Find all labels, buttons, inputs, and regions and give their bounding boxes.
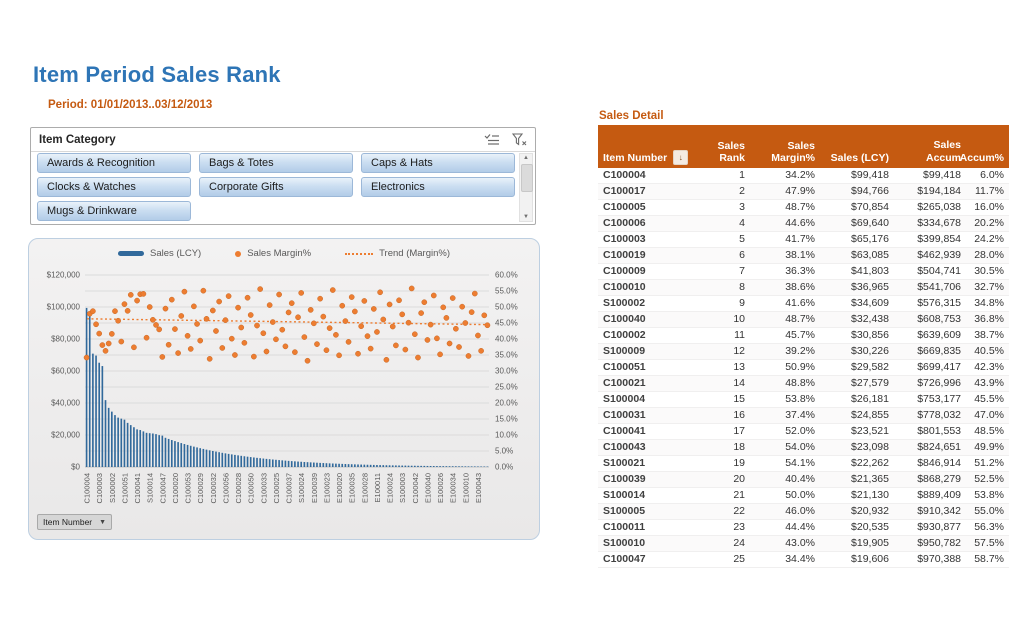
table-cell: 48.7% [750, 312, 820, 328]
table-cell: 43.0% [750, 536, 820, 552]
page-title: Item Period Sales Rank [33, 62, 281, 87]
table-cell: 28.0% [966, 248, 1009, 264]
table-cell: 21 [702, 488, 750, 504]
table-cell: C100021 [598, 376, 702, 392]
table-row [598, 232, 1009, 248]
table-cell: 38.6% [750, 280, 820, 296]
table-row [598, 520, 1009, 536]
table-cell: 47.0% [966, 408, 1009, 424]
table-cell: C100011 [598, 520, 702, 536]
svg-text:E100023: E100023 [322, 473, 332, 504]
table-cell: $726,996 [894, 376, 966, 392]
table-cell: 19 [702, 456, 750, 472]
table-cell: $868,279 [894, 472, 966, 488]
svg-text:40.0%: 40.0% [495, 334, 518, 344]
scroll-up-icon[interactable]: ▲ [523, 155, 529, 161]
gridlines [85, 275, 489, 467]
table-cell: 6.0% [966, 168, 1009, 184]
table-row [598, 312, 1009, 328]
svg-text:$120,000: $120,000 [46, 270, 80, 280]
table-cell: 24 [702, 536, 750, 552]
table-cell: 36.3% [750, 264, 820, 280]
table-cell: S100021 [598, 456, 702, 472]
table-cell: 57.5% [966, 536, 1009, 552]
left-axis-labels [47, 271, 81, 472]
svg-text:50.0%: 50.0% [495, 302, 518, 312]
sales-margin-swatch-icon [235, 251, 241, 257]
table-row [598, 168, 1009, 184]
table-cell: $334,678 [894, 216, 966, 232]
table-cell: 43.9% [966, 376, 1009, 392]
table-cell: 38.1% [750, 248, 820, 264]
table-row [598, 536, 1009, 552]
table-cell: $19,905 [820, 536, 894, 552]
column-header-accum: Accum% [966, 125, 1009, 168]
table-cell: $950,782 [894, 536, 966, 552]
table-cell: 7 [702, 264, 750, 280]
table-cell: 20.2% [966, 216, 1009, 232]
table-cell: 13 [702, 360, 750, 376]
table-cell: $970,388 [894, 552, 966, 568]
table-cell: 49.9% [966, 440, 1009, 456]
table-cell: 39.2% [750, 344, 820, 360]
svg-text:S100003: S100003 [398, 473, 408, 504]
column-header-sales-accum: Sales Accum [894, 125, 966, 168]
slicer-item-electronics[interactable]: Electronics [361, 177, 515, 197]
table-row [598, 360, 1009, 376]
svg-text:C100020: C100020 [171, 473, 180, 504]
table-cell: 11.7% [966, 184, 1009, 200]
table-cell: $30,226 [820, 344, 894, 360]
svg-text:10.0%: 10.0% [495, 430, 518, 440]
svg-text:5.0%: 5.0% [495, 446, 514, 456]
table-cell: 14 [702, 376, 750, 392]
scroll-down-icon[interactable]: ▼ [523, 214, 529, 220]
slicer-item-mugs-drinkware[interactable]: Mugs & Drinkware [37, 201, 191, 221]
table-cell: $753,177 [894, 392, 966, 408]
svg-text:C100003: C100003 [95, 473, 105, 504]
item-category-slicer [30, 127, 536, 225]
svg-text:E100010: E100010 [461, 473, 471, 504]
table-cell: $930,877 [894, 520, 966, 536]
table-cell: $910,342 [894, 504, 966, 520]
svg-text:E100024: E100024 [385, 473, 395, 504]
table-cell: 44.6% [750, 216, 820, 232]
table-cell: $19,606 [820, 552, 894, 568]
table-row [598, 280, 1009, 296]
table-cell: $778,032 [894, 408, 966, 424]
table-cell: C100009 [598, 264, 702, 280]
table-cell: $541,706 [894, 280, 966, 296]
margin-dots [84, 286, 490, 364]
table-cell: 30.5% [966, 264, 1009, 280]
table-cell: 42.3% [966, 360, 1009, 376]
svg-text:60.0%: 60.0% [495, 270, 518, 280]
svg-text:0.0%: 0.0% [495, 462, 514, 472]
table-cell: 16.0% [966, 200, 1009, 216]
table-row [598, 328, 1009, 344]
table-cell: C100031 [598, 408, 702, 424]
column-header-sales-lcy: Sales (LCY) [820, 125, 894, 168]
table-cell: 56.3% [966, 520, 1009, 536]
svg-text:C100028: C100028 [234, 473, 244, 504]
slicer-item-caps-hats[interactable]: Caps & Hats [361, 153, 515, 173]
svg-text:$80,000: $80,000 [51, 334, 80, 344]
table-cell: 48.5% [966, 424, 1009, 440]
sales-detail-table [598, 125, 1009, 568]
table-cell: C100005 [598, 200, 702, 216]
svg-text:E100011: E100011 [373, 473, 382, 503]
table-cell: $99,418 [894, 168, 966, 184]
svg-text:C100037: C100037 [284, 473, 294, 504]
right-axis-labels [495, 271, 518, 472]
table-cell: $20,932 [820, 504, 894, 520]
table-cell: 22 [702, 504, 750, 520]
table-title: Sales Detail [599, 110, 664, 122]
table-cell: $462,939 [894, 248, 966, 264]
svg-text:15.0%: 15.0% [495, 414, 518, 424]
table-cell: 2 [702, 184, 750, 200]
table-cell: 32.7% [966, 280, 1009, 296]
table-cell: 45.7% [750, 328, 820, 344]
table-row [598, 344, 1009, 360]
table-cell: 45.5% [966, 392, 1009, 408]
svg-text:E100028: E100028 [360, 473, 370, 504]
table-cell: 52.5% [966, 472, 1009, 488]
svg-text:$40,000: $40,000 [51, 398, 80, 408]
table-cell: C100051 [598, 360, 702, 376]
table-cell: 20 [702, 472, 750, 488]
sales-rank-chart-card [28, 238, 540, 540]
table-cell: 11 [702, 328, 750, 344]
svg-text:55.0%: 55.0% [495, 286, 518, 296]
table-cell: $34,609 [820, 296, 894, 312]
table-cell: S100005 [598, 504, 702, 520]
x-axis-labels [83, 473, 483, 503]
table-cell: 44.4% [750, 520, 820, 536]
item-number-field-button[interactable] [37, 514, 112, 530]
table-cell: $99,418 [820, 168, 894, 184]
table-cell: $70,854 [820, 200, 894, 216]
svg-text:C100025: C100025 [272, 473, 281, 504]
table-cell: $669,835 [894, 344, 966, 360]
table-cell: 58.7% [966, 552, 1009, 568]
slicer-scrollbar[interactable] [519, 153, 533, 222]
svg-text:S100002: S100002 [107, 473, 117, 504]
table-cell: 50.9% [750, 360, 820, 376]
slicer-header [31, 128, 535, 152]
table-cell: 5 [702, 232, 750, 248]
table-cell: $23,098 [820, 440, 894, 456]
svg-text:35.0%: 35.0% [495, 350, 518, 360]
table-cell: 16 [702, 408, 750, 424]
sales-lcy-swatch-icon [118, 251, 144, 256]
table-cell: 1 [702, 168, 750, 184]
svg-text:C100032: C100032 [208, 473, 218, 504]
slicer-item-awards-recognition[interactable]: Awards & Recognition [37, 153, 191, 173]
table-cell: 17 [702, 424, 750, 440]
table-row [598, 376, 1009, 392]
table-cell: $32,438 [820, 312, 894, 328]
table-cell: C100040 [598, 312, 702, 328]
table-cell: $63,085 [820, 248, 894, 264]
table-cell: $21,130 [820, 488, 894, 504]
svg-text:S100024: S100024 [297, 473, 307, 504]
table-cell: 40.5% [966, 344, 1009, 360]
table-cell: $24,855 [820, 408, 894, 424]
svg-text:25.0%: 25.0% [495, 382, 518, 392]
table-cell: $889,409 [894, 488, 966, 504]
trend-margin-swatch-icon [345, 253, 373, 255]
dropdown-caret-icon: ▼ [99, 518, 107, 526]
svg-text:C100047: C100047 [158, 473, 168, 504]
table-row [598, 296, 1009, 312]
table-row [598, 216, 1009, 232]
table-cell: 54.0% [750, 440, 820, 456]
table-cell: 48.7% [750, 200, 820, 216]
slicer-item-corporate-gifts[interactable]: Corporate Gifts [199, 177, 353, 197]
table-cell: $29,582 [820, 360, 894, 376]
column-header-margin: Sales Margin% [750, 125, 820, 168]
table-cell: 53.8% [966, 488, 1009, 504]
table-cell: 12 [702, 344, 750, 360]
table-cell: $399,854 [894, 232, 966, 248]
period-label: Period: 01/01/2013..03/12/2013 [48, 99, 213, 111]
svg-text:C100051: C100051 [120, 473, 130, 504]
table-cell: $27,579 [820, 376, 894, 392]
table-cell: $94,766 [820, 184, 894, 200]
table-cell: 48.8% [750, 376, 820, 392]
svg-text:C100033: C100033 [259, 473, 269, 504]
multi-select-icon[interactable] [484, 133, 500, 146]
column-header-item-number: Item Number ↓ [598, 125, 702, 168]
table-cell: $639,609 [894, 328, 966, 344]
legend-item-trend-margin [345, 248, 450, 259]
svg-text:C100042: C100042 [410, 473, 420, 504]
svg-text:C100029: C100029 [196, 473, 206, 504]
table-row [598, 552, 1009, 568]
table-cell: C100047 [598, 552, 702, 568]
table-cell: $20,535 [820, 520, 894, 536]
svg-text:S100014: S100014 [145, 473, 155, 504]
table-cell: C100002 [598, 328, 702, 344]
table-cell: 41.7% [750, 232, 820, 248]
legend-label: Trend (Margin%) [379, 248, 451, 259]
svg-text:E100020: E100020 [335, 473, 345, 504]
table-cell: 51.2% [966, 456, 1009, 472]
table-cell: 8 [702, 280, 750, 296]
legend-item-sales-margin [235, 248, 311, 259]
table-cell: $608,753 [894, 312, 966, 328]
svg-text:20.0%: 20.0% [495, 398, 518, 408]
table-cell: $26,181 [820, 392, 894, 408]
svg-text:$0: $0 [71, 462, 80, 472]
table-cell: S100004 [598, 392, 702, 408]
chart-legend [29, 248, 539, 259]
table-cell: $36,965 [820, 280, 894, 296]
table-cell: 4 [702, 216, 750, 232]
table-cell: 53.8% [750, 392, 820, 408]
table-cell: 34.8% [966, 296, 1009, 312]
svg-text:$20,000: $20,000 [51, 430, 80, 440]
svg-text:$60,000: $60,000 [51, 366, 80, 376]
svg-text:C100056: C100056 [221, 473, 231, 504]
svg-text:C100041: C100041 [133, 473, 143, 504]
table-cell: 23 [702, 520, 750, 536]
svg-text:E100035: E100035 [347, 473, 357, 504]
table-cell: $265,038 [894, 200, 966, 216]
table-cell: 9 [702, 296, 750, 312]
table-cell: $801,553 [894, 424, 966, 440]
table-cell: C100017 [598, 184, 702, 200]
table-row [598, 440, 1009, 456]
table-cell: C100043 [598, 440, 702, 456]
table-cell: 50.0% [750, 488, 820, 504]
table-row [598, 408, 1009, 424]
table-cell: C100019 [598, 248, 702, 264]
table-cell: 47.9% [750, 184, 820, 200]
table-cell: $699,417 [894, 360, 966, 376]
table-cell: $21,365 [820, 472, 894, 488]
table-cell: 25 [702, 552, 750, 568]
table-cell: C100006 [598, 216, 702, 232]
table-row [598, 248, 1009, 264]
svg-text:30.0%: 30.0% [495, 366, 518, 376]
legend-item-sales-lcy [118, 248, 201, 259]
table-cell: $846,914 [894, 456, 966, 472]
table-cell: 37.4% [750, 408, 820, 424]
pareto-chart [29, 239, 541, 541]
table-row [598, 424, 1009, 440]
table-cell: S100009 [598, 344, 702, 360]
table-cell: C100004 [598, 168, 702, 184]
table-row [598, 200, 1009, 216]
svg-text:E100040: E100040 [423, 473, 433, 504]
table-row [598, 392, 1009, 408]
legend-label: Sales Margin% [247, 248, 312, 259]
table-cell: $23,521 [820, 424, 894, 440]
table-cell: 24.2% [966, 232, 1009, 248]
table-cell: 36.8% [966, 312, 1009, 328]
table-row [598, 184, 1009, 200]
table-row [598, 264, 1009, 280]
table-cell: S100002 [598, 296, 702, 312]
column-header-rank: Sales Rank [702, 125, 750, 168]
table-cell: 3 [702, 200, 750, 216]
table-cell: 52.0% [750, 424, 820, 440]
table-cell: S100010 [598, 536, 702, 552]
table-cell: $41,803 [820, 264, 894, 280]
table-cell: 46.0% [750, 504, 820, 520]
table-cell: S100014 [598, 488, 702, 504]
table-cell: 40.4% [750, 472, 820, 488]
svg-text:E100039: E100039 [309, 473, 319, 504]
svg-text:C100053: C100053 [183, 473, 193, 504]
table-cell: $69,640 [820, 216, 894, 232]
table-row [598, 472, 1009, 488]
sort-filter-button[interactable]: ↓ [673, 150, 688, 165]
scrollbar-thumb[interactable] [521, 164, 533, 192]
table-cell: 34.2% [750, 168, 820, 184]
field-button-label: Item Number [43, 517, 93, 527]
svg-text:C100004: C100004 [82, 473, 92, 504]
table-cell: C100039 [598, 472, 702, 488]
table-row [598, 488, 1009, 504]
slicer-body [37, 153, 515, 221]
clear-filter-icon[interactable] [512, 133, 527, 146]
svg-text:45.0%: 45.0% [495, 318, 518, 328]
table-cell: $576,315 [894, 296, 966, 312]
table-cell: 34.4% [750, 552, 820, 568]
table-cell: 54.1% [750, 456, 820, 472]
table-cell: 15 [702, 392, 750, 408]
slicer-title: Item Category [39, 133, 116, 146]
table-cell: $65,176 [820, 232, 894, 248]
slicer-item-clocks-watches[interactable]: Clocks & Watches [37, 177, 191, 197]
svg-text:E100026: E100026 [436, 473, 446, 504]
table-cell: C100041 [598, 424, 702, 440]
svg-text:E100043: E100043 [474, 473, 483, 504]
slicer-item-bags-totes[interactable]: Bags & Totes [199, 153, 353, 173]
table-cell: $30,856 [820, 328, 894, 344]
legend-label: Sales (LCY) [149, 248, 202, 259]
table-cell: 10 [702, 312, 750, 328]
table-cell: C100003 [598, 232, 702, 248]
table-row [598, 504, 1009, 520]
trend-line [87, 319, 485, 325]
svg-text:$100,000: $100,000 [46, 302, 80, 312]
table-row [598, 456, 1009, 472]
table-cell: 38.7% [966, 328, 1009, 344]
table-cell: $504,741 [894, 264, 966, 280]
table-cell: 6 [702, 248, 750, 264]
svg-text:C100050: C100050 [246, 473, 256, 504]
sales-detail-panel [598, 110, 1009, 568]
table-cell: $824,651 [894, 440, 966, 456]
table-cell: 55.0% [966, 504, 1009, 520]
svg-text:E100034: E100034 [448, 473, 458, 504]
table-cell: $194,184 [894, 184, 966, 200]
table-cell: $22,262 [820, 456, 894, 472]
table-cell: 41.6% [750, 296, 820, 312]
table-cell: 18 [702, 440, 750, 456]
table-cell: C100010 [598, 280, 702, 296]
